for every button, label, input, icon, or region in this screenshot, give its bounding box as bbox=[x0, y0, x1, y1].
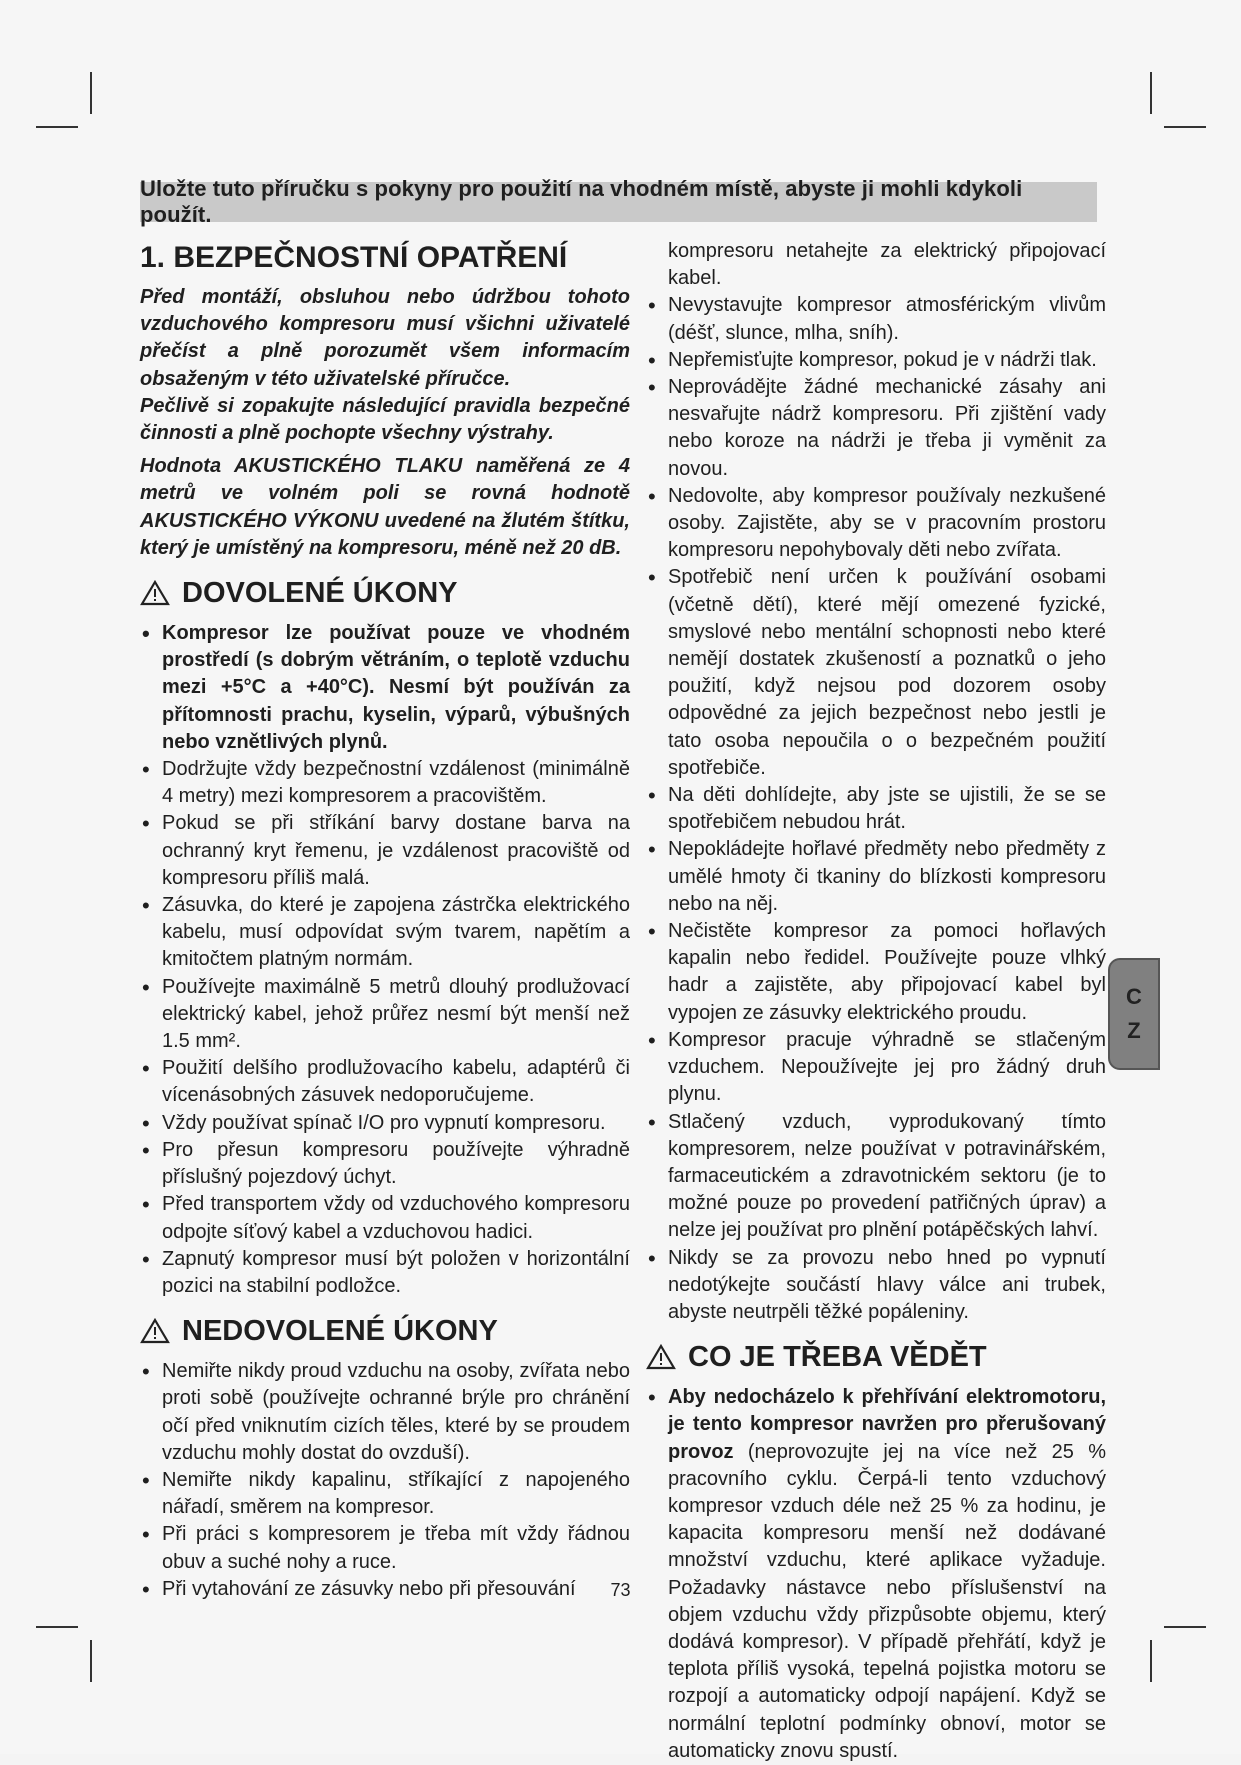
section-title-text: CO JE TŘEBA VĚDĚT bbox=[688, 1341, 987, 1374]
section-title-forbidden bbox=[140, 1312, 630, 1350]
list-item: • Vždy používat spínač I/O pro vypnutí kompresoru. bbox=[140, 1110, 630, 1137]
crop-mark bbox=[90, 72, 92, 114]
page-number: 73 bbox=[610, 1580, 631, 1600]
crop-mark bbox=[36, 1626, 78, 1628]
forbidden-list-continued bbox=[646, 292, 1106, 1326]
allowed-list bbox=[140, 620, 630, 1300]
list-item: • Nevystavujte kompresor atmosférickým vlivům (déšť, slunce, mlha, sníh). bbox=[646, 292, 1106, 346]
tab-letter: C bbox=[1126, 984, 1142, 1009]
lead-bold-text: Aby nedocházelo k přehřívání elektromotoru, je tento kompresor navržen pro přerušovaný provoz bbox=[668, 1386, 1106, 1463]
list-item: • Nedovolte, aby kompresor používaly nezkušené osoby. Zajistěte, aby se v pracovním prostoru kompresoru nepohybovaly děti nebo zvířata. bbox=[646, 483, 1106, 565]
list-item bbox=[646, 1384, 1106, 1765]
lead-text: (neprovozujte jej na více než 25 % pracovního cyklu. Čerpá-li tento vzduchový kompresor vzduch déle než 25 % za hodinu, je kapacita kompresoru menší než dodávané množství vzduchu, které aplikace vyžaduje. Požadavky nástavce nebo příslušenství na objem vzduchu vždy přizpůsobte objemu, který dodává kompresor). V případě přehřátí, když je teplota příliš vysoká, tepelná pojistka motoru se rozpojí a automaticky odpojí napájení. Když se normální teplotní podmínky obnoví, motor se automaticky znovu spustí. bbox=[668, 1440, 1106, 1762]
crop-mark bbox=[1150, 1640, 1152, 1682]
section-title-allowed bbox=[140, 574, 630, 612]
crop-mark bbox=[90, 1640, 92, 1682]
section-title-text: NEDOVOLENÉ ÚKONY bbox=[182, 1315, 498, 1348]
section-title-safety: 1. BEZPEČNOSTNÍ OPATŘENÍ bbox=[140, 241, 568, 274]
section-title-text: DOVOLENÉ ÚKONY bbox=[182, 577, 458, 610]
crop-mark bbox=[36, 126, 78, 128]
list-item: • Nečistěte kompresor za pomoci hořlavých kapalin nebo ředidel. Používejte pouze vlhký hadr a zajistěte, aby připojovací kabel byl vypojen ze zásuvky elektrického proudu. bbox=[646, 918, 1106, 1027]
crop-mark bbox=[1150, 72, 1152, 114]
crop-mark bbox=[1164, 126, 1206, 128]
list-item: • Nepřemisťujte kompresor, pokud je v nádrži tlak. bbox=[646, 347, 1106, 374]
warning-icon bbox=[140, 1318, 170, 1344]
list-item: • Před transportem vždy od vzduchového kompresoru odpojte síťový kabel a vzduchovou hadici. bbox=[140, 1191, 630, 1245]
list-item: • Spotřebič není určen k používání osobami (včetně dětí), které mějí omezené fyzické, smyslové nebo mentální schopnosti nebo které nemějí dostatek zkušeností a poznatků o jeho použití, když nejsou pod dozorem osoby odpovědné za jejich bezpečnost nebo jestli je tato osoba nepoučila o o bezpečném použití spotřebiče. bbox=[646, 564, 1106, 782]
list-item: • Neprovádějte žádné mechanické zásahy ani nesvařujte nádrž kompresoru. Při zjištění vady nebo koroze na nádrži je třeba ji vyměnit za novou. bbox=[646, 374, 1106, 483]
forbidden-list bbox=[140, 1358, 630, 1603]
intro-paragraph: Hodnota AKUSTICKÉHO TLAKU naměřená ze 4 metrů ve volném poli se rovná hodnotě AKUSTICKÉHO VÝKONU uvedené na žlutém štítku, který je umístěný na kompresoru, méně než 20 dB. bbox=[140, 455, 630, 559]
list-item: • Při vytahování ze zásuvky nebo při přesouvání bbox=[140, 1576, 630, 1603]
crop-mark bbox=[1164, 1626, 1206, 1628]
list-item: • Kompresor lze používat pouze ve vhodném prostředí (s dobrým větráním, o teplotě vzduchu mezi +5°C a +40°C). Nesmí být používán za přítomnosti prachu, kyselin, výparů, výbušných nebo vznětlivých plynů. bbox=[140, 620, 630, 756]
left-column bbox=[140, 238, 630, 1603]
list-item: • Zásuvka, do které je zapojena zástrčka elektrického kabelu, musí odpovídat svým tvarem, napětím a kmitočtem platným normám. bbox=[140, 892, 630, 974]
list-item: • Na děti dohlídejte, aby jste se ujistili, že se se spotřebičem nebudou hrát. bbox=[646, 782, 1106, 836]
tab-letter: Z bbox=[1127, 1018, 1141, 1043]
list-item: • Nikdy se za provozu nebo hned po vypnutí nedotýkejte součástí hlavy válce ani trubek, abyste neutrpěli těžké popáleniny. bbox=[646, 1245, 1106, 1327]
list-item: • Používejte maximálně 5 metrů dlouhý prodlužovací elektrický kabel, jehož průřez nesmí být menší než 1.5 mm². bbox=[140, 974, 630, 1056]
know-list bbox=[646, 1384, 1106, 1765]
intro-paragraph: Před montáží, obsluhou nebo údržbou tohoto vzduchového kompresoru musí všichni uživatelé přečíst a plně porozumět všem informacím obsaženým v této uživatelské příručce. bbox=[140, 286, 630, 390]
language-tab bbox=[1108, 958, 1160, 1070]
list-item: • Použití delšího prodlužovacího kabelu, adaptérů či vícenásobných zásuvek nedoporučujeme. bbox=[140, 1055, 630, 1109]
list-item: • Nemiřte nikdy kapalinu, stříkající z napojeného nářadí, směrem na kompresor. bbox=[140, 1467, 630, 1521]
right-column bbox=[646, 238, 1106, 1765]
list-item: • Nepokládejte hořlavé předměty nebo předměty z umělé hmoty či tkaniny do blízkosti kompresoru nebo na něj. bbox=[646, 836, 1106, 918]
list-item: • Stlačený vzduch, vyprodukovaný tímto kompresorem, nelze používat v potravinářském, farmaceutickém a zdravotnickém sektoru (je to možné pouze po provedení patřičných úprav) a nelze jej používat pro plnění potápěčských lahví. bbox=[646, 1109, 1106, 1245]
list-item: • Zapnutý kompresor musí být položen v horizontální pozici na stabilní podložce. bbox=[140, 1246, 630, 1300]
warning-icon bbox=[140, 580, 170, 606]
list-item: • Pokud se při stříkání barvy dostane barva na ochranný kryt řemenu, je vzdálenost pracoviště od kompresoru příliš malá. bbox=[140, 810, 630, 892]
continued-text: kompresoru netahejte za elektrický připojovací kabel. bbox=[668, 240, 1106, 290]
list-item: • Nemiřte nikdy proud vzduchu na osoby, zvířata nebo proti sobě (používejte ochranné brýle pro chránění očí před vniknutím cizích těles, které by se proudem vzduchu mohly dostat do ovzduší). bbox=[140, 1358, 630, 1467]
list-item: • Dodržujte vždy bezpečnostní vzdálenost (minimálně 4 metry) mezi kompresorem a pracovištěm. bbox=[140, 756, 630, 810]
intro-paragraph: Pečlivě si zopakujte následující pravidla bezpečné činnosti a plně pochopte všechny výstrahy. bbox=[140, 394, 630, 445]
list-item: • Kompresor pracuje výhradně se stlačeným vzduchem. Nepoužívejte jej pro žádný druh plynu. bbox=[646, 1027, 1106, 1109]
warning-icon bbox=[646, 1344, 676, 1370]
list-item: • Pro přesun kompresoru používejte výhradně příslušný pojezdový úchyt. bbox=[140, 1137, 630, 1191]
instruction-banner: Uložte tuto příručku s pokyny pro použití na vhodném místě, abyste ji mohli kdykoli použít. bbox=[140, 182, 1097, 222]
section-title-know bbox=[646, 1338, 1106, 1376]
list-item: • Při práci s kompresorem je třeba mít vždy řádnou obuv a suché nohy a ruce. bbox=[140, 1521, 630, 1575]
